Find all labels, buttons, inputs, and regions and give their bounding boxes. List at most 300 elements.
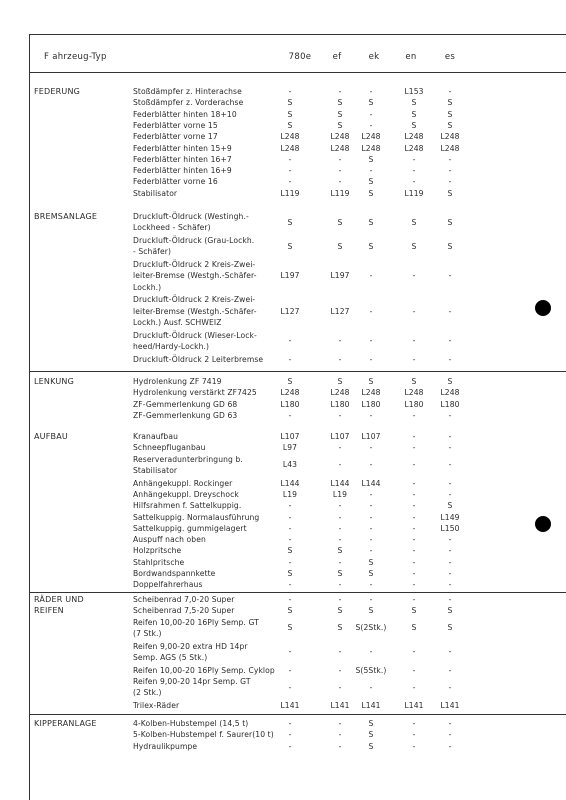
row-description: ZF-Gemmerlenkung GD 68 — [133, 399, 238, 409]
table-row — [133, 605, 563, 616]
cell-value: S — [447, 241, 453, 251]
cell-value: - — [338, 730, 342, 740]
cell-value: - — [338, 166, 342, 176]
row-description: Druckluft-Öldruck (Wieser-Lock- heed/Hardy-Lockh.) — [133, 330, 257, 351]
cell-value: S — [368, 719, 374, 728]
cell-value: - — [412, 489, 416, 499]
cell-value: - — [338, 460, 342, 470]
cell-value: S — [287, 546, 293, 556]
cell-value: - — [412, 460, 416, 470]
cell-value: - — [338, 501, 342, 511]
row-description: Hydraulikpumpe — [133, 741, 198, 751]
cell-value: - — [288, 166, 292, 176]
cell-value: - — [412, 354, 416, 364]
table-row — [133, 454, 563, 477]
cell-value: - — [288, 177, 292, 187]
cell-value: S — [287, 98, 293, 108]
table-row — [133, 741, 563, 752]
cell-value: S — [337, 109, 343, 119]
cell-value: - — [448, 730, 452, 740]
cell-value: - — [338, 557, 342, 567]
table-row — [133, 154, 563, 165]
cell-value: - — [448, 569, 452, 578]
cell-value: L144 — [330, 478, 350, 488]
cell-value: - — [369, 595, 373, 604]
cell-value: L43 — [282, 460, 298, 470]
cell-value: L248 — [404, 143, 424, 153]
cell-value: S — [447, 109, 453, 119]
row-description: Stabilisator — [133, 188, 178, 198]
cell-value: L248 — [330, 132, 350, 142]
cell-value: S — [368, 217, 374, 227]
section-title: KIPPERANLAGE — [34, 719, 97, 728]
cell-value: - — [448, 719, 452, 728]
row-description: Scheibenrad 7,5-20 Super — [133, 606, 235, 616]
table-row — [133, 387, 563, 398]
row-description: Reifen 10,00-20 16Ply Semp. Cyklop — [133, 665, 275, 675]
column-header: 780e — [288, 52, 312, 62]
cell-value: - — [412, 546, 416, 556]
cell-value: L197 — [280, 271, 300, 281]
row-description: Druckluft-Öldruck (Grau-Lockh. - Schäfer) — [133, 236, 255, 257]
cell-value: S — [368, 606, 374, 616]
header-divider — [29, 72, 566, 73]
cell-value: L180 — [404, 399, 424, 409]
row-description: Sattelkuppig. gummigelagert — [133, 523, 247, 533]
cell-value: - — [412, 154, 416, 164]
cell-value: - — [448, 177, 452, 187]
cell-value: S — [368, 557, 374, 567]
table-row — [133, 718, 563, 729]
cell-value: - — [448, 647, 452, 657]
cell-value: L127 — [330, 306, 350, 316]
cell-value: - — [338, 682, 342, 692]
cell-value: L248 — [361, 143, 381, 153]
cell-value: L119 — [280, 188, 300, 198]
cell-value: L19 — [282, 489, 298, 499]
cell-value: - — [369, 535, 373, 545]
cell-value: - — [448, 443, 452, 453]
cell-value: - — [338, 443, 342, 453]
cell-value: - — [288, 741, 292, 751]
row-description: Stoßdämpfer z. Hinterachse — [133, 87, 242, 96]
cell-value: L119 — [404, 188, 424, 198]
cell-value: L180 — [330, 399, 350, 409]
cell-value: - — [412, 166, 416, 176]
section-title: BREMSANLAGE — [34, 212, 98, 221]
row-description: Druckluft-Öldruck 2 Kreis-Zwei- leiter-Bremse (Westgh.-Schäfer- Lockh.) — [133, 260, 257, 292]
cell-value: S — [368, 730, 374, 740]
cell-value: - — [338, 535, 342, 545]
table-row — [133, 665, 563, 676]
cell-value: L248 — [440, 388, 460, 398]
cell-value: - — [338, 154, 342, 164]
cell-value: S — [447, 623, 453, 633]
table-row — [133, 235, 563, 258]
cell-value: S — [287, 217, 293, 227]
cell-value: - — [412, 336, 416, 346]
table-row — [133, 500, 563, 511]
cell-value: L150 — [440, 523, 460, 533]
cell-value: - — [412, 719, 416, 728]
cell-value: - — [412, 501, 416, 511]
cell-value: L141 — [404, 700, 424, 710]
cell-value: S — [447, 188, 453, 198]
cell-value: - — [288, 647, 292, 657]
cell-value: S — [287, 569, 293, 578]
cell-value: - — [288, 665, 292, 675]
section-title: AUFBAU — [34, 432, 68, 441]
row-description: Stoßdämpfer z. Vorderachse — [133, 98, 244, 108]
cell-value: L248 — [440, 132, 460, 142]
row-description: Hydrolenkung verstärkt ZF7425 — [133, 388, 257, 398]
cell-value: S — [411, 606, 417, 616]
vehicle-type-header: F ahrzeug-Typ — [44, 52, 107, 62]
table-row — [133, 86, 563, 97]
cell-value: - — [338, 410, 342, 420]
cell-value: - — [412, 271, 416, 281]
cell-value: S — [447, 217, 453, 227]
table-row — [133, 399, 563, 410]
cell-value: - — [288, 336, 292, 346]
cell-value: - — [288, 410, 292, 420]
cell-value: S — [368, 241, 374, 251]
table-row — [133, 700, 563, 711]
table-row — [133, 431, 563, 442]
table-row — [133, 376, 563, 387]
table-row — [133, 109, 563, 120]
cell-value: - — [338, 665, 342, 675]
table-row — [133, 259, 563, 293]
cell-value: - — [338, 523, 342, 533]
cell-value: S — [337, 546, 343, 556]
table-row — [133, 211, 563, 234]
cell-value: L180 — [361, 399, 381, 409]
cell-value: S — [368, 741, 374, 751]
table-row — [133, 534, 563, 545]
row-description: Druckluft-Öldruck (Westingh.- Lockheed - Schäfer) — [133, 212, 249, 233]
table-row — [133, 354, 563, 365]
cell-value: - — [448, 460, 452, 470]
cell-value: - — [369, 443, 373, 453]
cell-value: - — [412, 443, 416, 453]
cell-value: S — [411, 217, 417, 227]
row-description: Reifen 9,00-20 14pr Semp. GT (2 Stk.) — [133, 676, 251, 698]
cell-value: - — [448, 306, 452, 316]
cell-value: - — [448, 432, 452, 441]
row-description: Scheibenrad 7,0-20 Super — [133, 595, 235, 604]
cell-value: - — [369, 546, 373, 556]
row-description: Druckluft-Öldruck 2 Leiterbremse — [133, 354, 264, 364]
cell-value: L141 — [330, 700, 350, 710]
table-row — [133, 512, 563, 523]
cell-value: S — [411, 120, 417, 130]
cell-value: - — [338, 595, 342, 604]
cell-value: - — [412, 665, 416, 675]
table-row — [133, 568, 563, 579]
cell-value: S — [447, 606, 453, 616]
cell-value: - — [369, 523, 373, 533]
row-description: Reserveradunterbringung b. Stabilisator — [133, 454, 243, 475]
row-description: Sattelkuppig. Normalausführung — [133, 512, 260, 522]
row-description: Druckluft-Öldruck 2 Kreis-Zwei- leiter-Bremse (Westgh.-Schäfer- Lockh.) Ausf. SCHWEIZ — [133, 295, 257, 327]
cell-value: S — [447, 377, 453, 386]
table-row — [133, 120, 563, 131]
cell-value: S — [337, 120, 343, 130]
cell-value: - — [448, 154, 452, 164]
cell-value: - — [338, 512, 342, 522]
table-row — [133, 143, 563, 154]
cell-value: - — [448, 741, 452, 751]
left-border-line — [29, 34, 30, 800]
cell-value: - — [338, 177, 342, 187]
cell-value: L180 — [280, 399, 300, 409]
cell-value: - — [369, 682, 373, 692]
cell-value: - — [412, 478, 416, 488]
table-row — [133, 188, 563, 199]
cell-value: - — [288, 682, 292, 692]
table-row — [133, 545, 563, 556]
cell-value: S — [287, 241, 293, 251]
cell-value: - — [338, 647, 342, 657]
row-description: Schneepfluganbau — [133, 443, 206, 453]
cell-value: L248 — [404, 132, 424, 142]
table-row — [133, 557, 563, 568]
cell-value: - — [369, 460, 373, 470]
cell-value: S — [337, 98, 343, 108]
cell-value: - — [448, 354, 452, 364]
cell-value: - — [338, 580, 342, 590]
cell-value: - — [448, 87, 452, 96]
cell-value: L107 — [280, 432, 300, 441]
table-row — [133, 97, 563, 108]
cell-value: - — [448, 166, 452, 176]
cell-value: - — [369, 109, 373, 119]
row-description: Federblätter hinten 16+9 — [133, 166, 232, 176]
section-divider — [29, 592, 566, 593]
cell-value: - — [412, 177, 416, 187]
table-row — [133, 442, 563, 453]
cell-value: S — [337, 606, 343, 616]
cell-value: S — [287, 606, 293, 616]
table-row — [133, 165, 563, 176]
cell-value: L107 — [330, 432, 350, 441]
cell-value: S(5Stk.) — [355, 665, 387, 675]
cell-value: - — [338, 719, 342, 728]
row-description: Kranaufbau — [133, 432, 178, 441]
cell-value: S — [411, 109, 417, 119]
cell-value: L119 — [330, 188, 350, 198]
cell-value: S — [337, 241, 343, 251]
cell-value: - — [369, 166, 373, 176]
table-row — [133, 617, 563, 640]
cell-value: L248 — [280, 388, 300, 398]
cell-value: S — [411, 623, 417, 633]
row-description: 4-Kolben-Hubstempel (14,5 t) — [133, 719, 249, 728]
row-description: Reifen 9,00-20 extra HD 14pr Semp. AGS (5 Stk.) — [133, 641, 248, 662]
cell-value: - — [448, 489, 452, 499]
table-row — [133, 176, 563, 187]
cell-value: - — [369, 647, 373, 657]
row-description: Federblätter vorne 15 — [133, 120, 218, 130]
cell-value: - — [288, 154, 292, 164]
cell-value: - — [369, 336, 373, 346]
cell-value: L248 — [330, 143, 350, 153]
cell-value: - — [369, 354, 373, 364]
cell-value: - — [338, 87, 342, 96]
cell-value: S — [411, 98, 417, 108]
row-description: ZF-Gemmerlenkung GD 63 — [133, 410, 238, 420]
cell-value: S — [287, 109, 293, 119]
cell-value: S — [411, 377, 417, 386]
row-description: Hilfsrahmen f. Sattelkuppig. — [133, 501, 242, 511]
row-description: Stahlpritsche — [133, 557, 185, 567]
column-header: es — [444, 52, 456, 62]
cell-value: - — [448, 580, 452, 590]
row-description: Hydrolenkung ZF 7419 — [133, 377, 222, 386]
cell-value: - — [448, 478, 452, 488]
cell-value: L141 — [440, 700, 460, 710]
cell-value: - — [412, 523, 416, 533]
table-row — [133, 489, 563, 500]
table-row — [133, 131, 563, 142]
section-title: LENKUNG — [34, 377, 74, 386]
cell-value: - — [448, 535, 452, 545]
cell-value: - — [412, 595, 416, 604]
cell-value: - — [288, 719, 292, 728]
cell-value: L248 — [280, 132, 300, 142]
column-header: ek — [368, 52, 380, 62]
cell-value: L141 — [280, 700, 300, 710]
table-row — [133, 330, 563, 353]
table-row — [133, 523, 563, 534]
table-row — [133, 478, 563, 489]
row-description: Anhängekuppl. Dreyschock — [133, 489, 239, 499]
cell-value: - — [448, 682, 452, 692]
cell-value: - — [448, 271, 452, 281]
cell-value: S — [337, 623, 343, 633]
cell-value: - — [412, 741, 416, 751]
table-row — [133, 594, 563, 605]
cell-value: L107 — [361, 432, 381, 441]
cell-value: - — [448, 665, 452, 675]
row-description: Federblätter hinten 15+9 — [133, 143, 232, 153]
cell-value: L248 — [404, 388, 424, 398]
cell-value: - — [369, 512, 373, 522]
cell-value: - — [369, 120, 373, 130]
cell-value: - — [448, 557, 452, 567]
cell-value: - — [412, 682, 416, 692]
cell-value: L144 — [361, 478, 381, 488]
cell-value: L144 — [280, 478, 300, 488]
cell-value: - — [412, 557, 416, 567]
table-row — [133, 641, 563, 664]
cell-value: - — [338, 336, 342, 346]
row-description: 5-Kolben-Hubstempel f. Saurer(10 t) — [133, 730, 274, 740]
cell-value: S — [447, 98, 453, 108]
cell-value: S — [447, 120, 453, 130]
cell-value: L248 — [361, 132, 381, 142]
cell-value: S(2Stk.) — [355, 623, 387, 633]
cell-value: S — [368, 569, 374, 578]
cell-value: - — [369, 580, 373, 590]
cell-value: S — [368, 98, 374, 108]
cell-value: - — [448, 410, 452, 420]
cell-value: - — [412, 410, 416, 420]
cell-value: - — [288, 87, 292, 96]
row-description: Federblätter vorne 17 — [133, 132, 218, 142]
cell-value: S — [337, 569, 343, 578]
cell-value: L149 — [440, 512, 460, 522]
row-description: Auspuff nach oben — [133, 535, 206, 545]
row-description: Federblätter hinten 18+10 — [133, 109, 237, 119]
cell-value: - — [288, 501, 292, 511]
cell-value: - — [288, 535, 292, 545]
section-divider — [29, 714, 566, 715]
section-title: FEDERUNG — [34, 87, 81, 96]
cell-value: - — [288, 354, 292, 364]
cell-value: L97 — [282, 443, 298, 453]
cell-value: L197 — [330, 271, 350, 281]
cell-value: - — [412, 580, 416, 590]
cell-value: - — [369, 489, 373, 499]
row-description: Federblätter hinten 16+7 — [133, 154, 232, 164]
cell-value: S — [368, 377, 374, 386]
cell-value: S — [411, 241, 417, 251]
cell-value: - — [412, 647, 416, 657]
cell-value: - — [369, 271, 373, 281]
row-description: Trilex-Räder — [133, 700, 180, 710]
cell-value: S — [337, 377, 343, 386]
column-header: en — [405, 52, 417, 62]
cell-value: S — [287, 120, 293, 130]
section-title: RÄDER UND REIFEN — [34, 595, 84, 615]
table-row — [133, 294, 563, 328]
cell-value: L248 — [330, 388, 350, 398]
cell-value: L141 — [361, 700, 381, 710]
cell-value: - — [288, 595, 292, 604]
cell-value: S — [287, 623, 293, 633]
top-border-line — [29, 34, 566, 35]
cell-value: S — [368, 188, 374, 198]
column-header: ef — [332, 52, 342, 62]
cell-value: - — [412, 306, 416, 316]
cell-value: S — [447, 501, 453, 511]
table-row — [133, 729, 563, 740]
cell-value: - — [338, 354, 342, 364]
cell-value: - — [338, 741, 342, 751]
cell-value: L127 — [280, 306, 300, 316]
cell-value: - — [288, 512, 292, 522]
cell-value: S — [368, 177, 374, 187]
cell-value: L248 — [361, 388, 381, 398]
table-row — [133, 676, 563, 699]
cell-value: - — [412, 512, 416, 522]
table-row — [133, 579, 563, 590]
cell-value: - — [448, 595, 452, 604]
row-description: Doppelfahrerhaus — [133, 580, 203, 590]
cell-value: - — [448, 336, 452, 346]
row-description: Anhängekuppl. Rockinger — [133, 478, 233, 488]
cell-value: - — [369, 501, 373, 511]
cell-value: - — [369, 306, 373, 316]
cell-value: - — [288, 523, 292, 533]
row-description: Reifen 10,00-20 16Ply Semp. GT (7 Stk.) — [133, 617, 259, 638]
cell-value: - — [412, 730, 416, 740]
cell-value: L248 — [280, 143, 300, 153]
cell-value: - — [412, 432, 416, 441]
cell-value: - — [412, 535, 416, 545]
